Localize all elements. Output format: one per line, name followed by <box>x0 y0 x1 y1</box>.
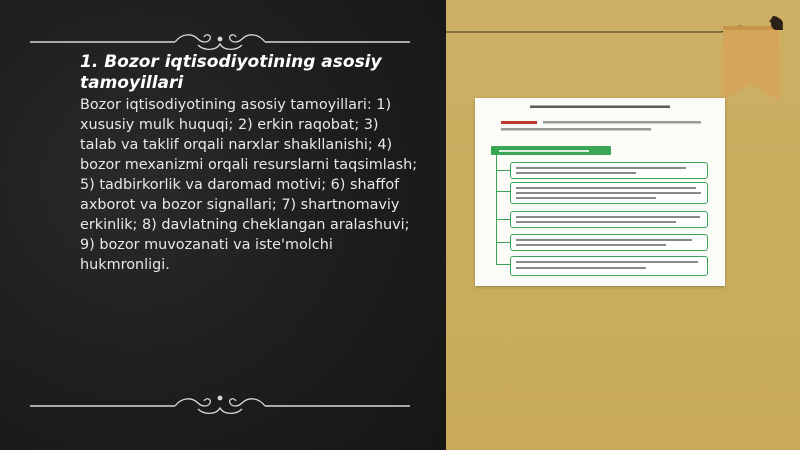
thumbnail-connector <box>496 170 510 171</box>
bookmark-ribbon-icon <box>719 16 783 104</box>
thumbnail-box <box>510 256 708 276</box>
thumbnail-box <box>510 234 708 251</box>
thumbnail-connector <box>496 242 510 243</box>
thumbnail-connector-line <box>496 155 497 265</box>
thumbnail-box <box>510 182 708 204</box>
infographic-thumbnail <box>475 98 725 286</box>
thumbnail-title-lines <box>475 104 725 110</box>
thumbnail-connector <box>496 264 510 265</box>
thumbnail-box <box>510 162 708 179</box>
thumbnail-box <box>510 211 708 228</box>
slide-title: 1. Bozor iqtisodiyotining asosiy tamoyillari <box>80 52 382 93</box>
thumbnail-intro <box>501 120 701 136</box>
bottom-ornament-divider-icon <box>30 392 410 416</box>
thumbnail-connector <box>496 191 510 192</box>
top-ornament-divider-icon <box>30 30 410 54</box>
slide-body-text: Bozor iqtisodiyotining asosiy tamoyillari: 1) xususiy mulk huquqi; 2) erkin raqobat; 3) talab va taklif orqali narxlar shakllanishi; 4) bozor mexanizmi orqali resurslarni taqsimlash; 5) tadbirkorlik va daromad motivi; 6) shaffof axborot va bozor signallari; 7) shartnomaviy erkinlik; 8) davlatning cheklangan aralashuvi; 9) bozor muvozanati va iste'molchi hukmronligi. <box>80 97 418 273</box>
thumbnail-header-bar <box>491 146 611 155</box>
thumbnail-connector <box>496 219 510 220</box>
